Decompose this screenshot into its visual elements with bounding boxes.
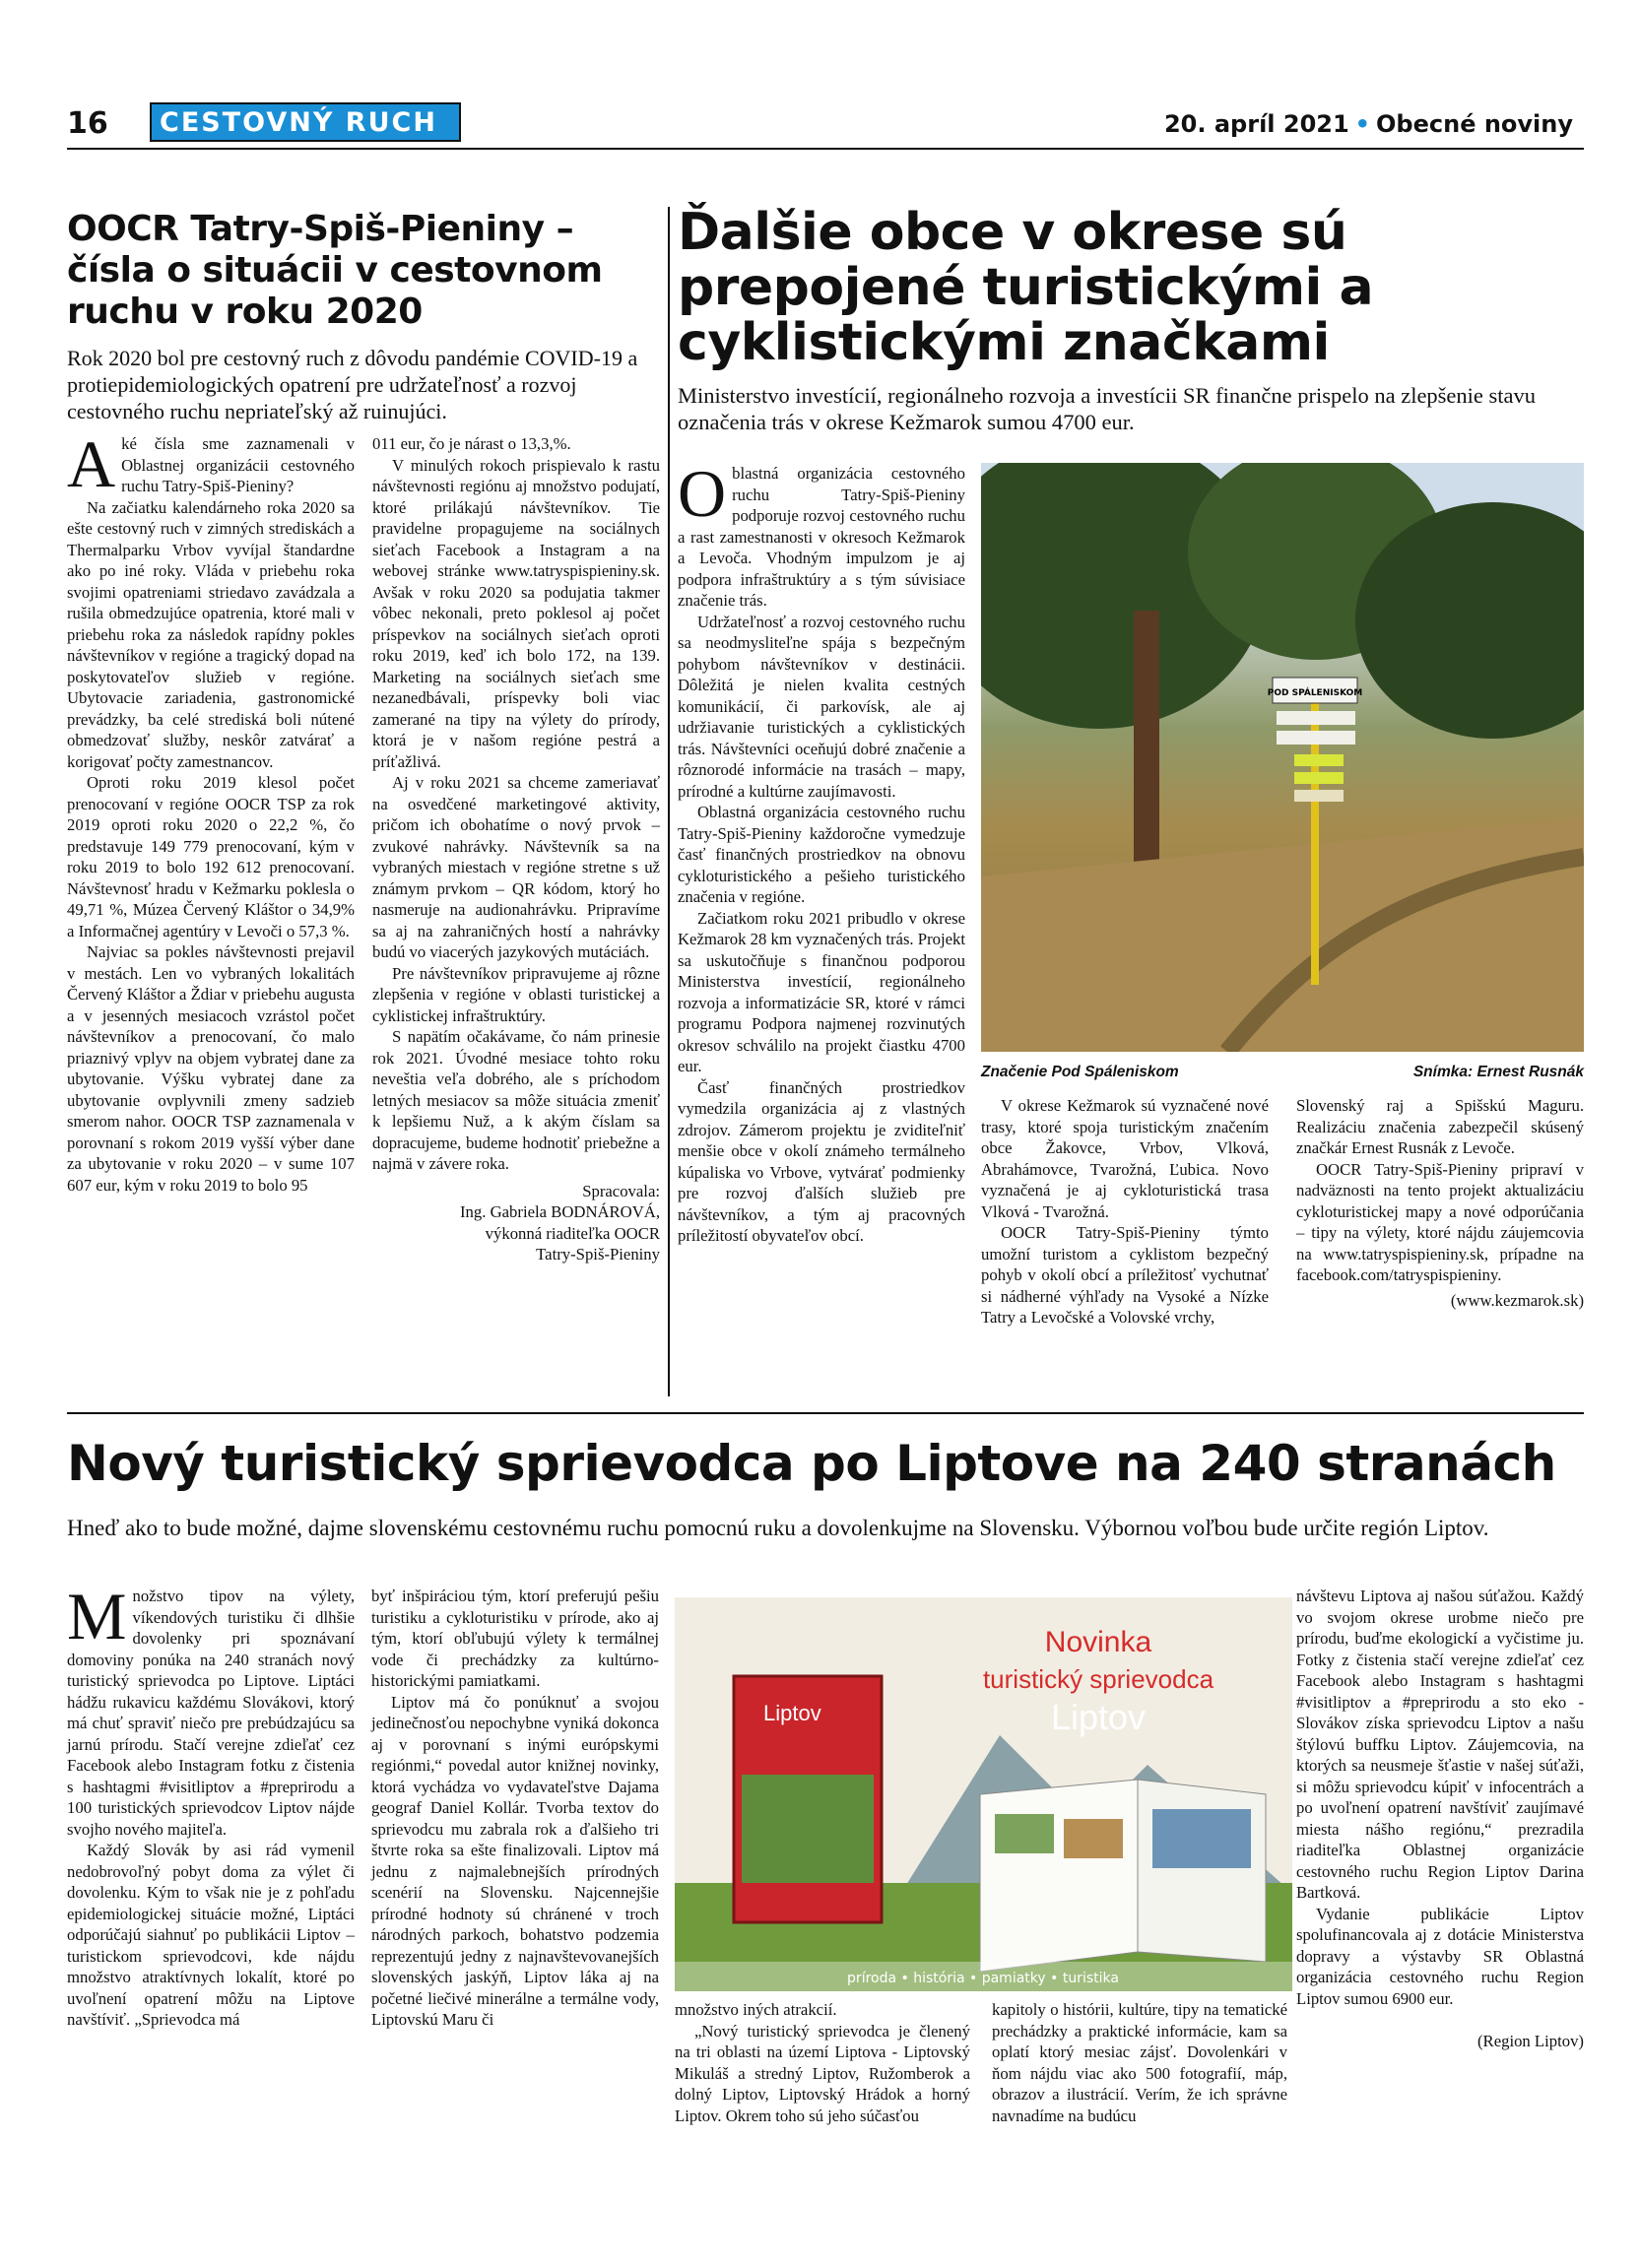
paragraph: OOCR Tatry-Spiš-Pieniny pripraví v nadväznosti na tento projekt aktualizáciu cykloturistickej mapy a nové odporúčania – tipy na výlety, ktoré nájdu záujemcovia na www.tatryspispieniny.sk, prípadne na facebook.com/tatryspispieniny. [1296,1159,1584,1284]
article3-col2 [371,1586,659,2031]
paragraph: návštevu Liptova aj našou súťažou. Každý vo svojom okrese urobme niečo pre prírodu, buďme ekologickí a vyčistime ju. Fotky z čistenia stačí verejne zdieľať cez Facebook alebo Instagram s hashtagmi #visitliptov a #preprirodu a sto eko - Slovákov získa sprievodcu Liptov a našu štýlovú buffku Liptov. Záujemcovia, na ktorých sa neusmeje šťastie v našej súťaži, si môžu sprievodcu kúpiť v infocentrách a po uvoľnení opatrení navštíviť zaujímavé miesta nášho regiónu,“ prezradila riaditeľka Oblastnej organizácie cestovného ruchu Region Liptov Darina Bartková. [1296,1587,1584,1902]
paragraph: ké čísla sme zaznamenali v Oblastnej organizácii cestovného ruchu Tatry-Spiš-Pieniny? [121,434,355,495]
paragraph: Oproti roku 2019 klesol počet prenocovaní v regióne OOCR TSP za rok 2019 oproti roku 2020 o 22,2 %, čo predstavuje 149 779 prenocovaní, kým v roku 2019 to bolo 192 612 prenocovaní. Návštevnosť hradu v Kežmarku poklesla o 49,71 %, Múzea Červený Kláštor o 34,9% a Informačnej agentúry v Levoči o 57,3 %. [67,773,355,940]
promo-title: Liptov [1050,1697,1147,1737]
signature-line: Tatry-Spiš-Pieniny [536,1245,660,1264]
article3-title: Nový turistický sprievodca po Liptove na 240 stranách [67,1435,1556,1492]
article2-col3 [1296,1095,1584,1311]
article1-title: OOCR Tatry-Spiš-Pieniny – čísla o situácii v cestovnom ruchu v roku 2020 [67,209,603,332]
paragraph: Vydanie publikácie Liptov spolufinancovala aj z dotácie Ministerstva dopravy a výstavby SR Oblastná organizácia cestovného ruchu Region Liptov sumou 6900 eur. [1296,1904,1584,2008]
paragraph: Oblastná organizácia cestovného ruchu Tatry-Spiš-Pieniny každoročne vymedzuje časť finančných prostriedkov na obnovu cykloturistického a pešieho turistického značenia v regióne. [678,803,965,906]
paragraph: OOCR Tatry-Spiš-Pieniny týmto umožní turistom a cyklistom bezpečný pohyb v okolí obcí a príležitosť vychutnať si nádherné výhľady na Vysoké a Nízke Tatry a Levočské a Volovské vrchy, [981,1223,1269,1327]
section-divider [67,1412,1584,1414]
paragraph: Aj v roku 2021 sa chceme zameriavať na osvedčené marketingové aktivity, pričom ich obohatíme o nový prvok – zvukové nahrávky. Návštevník sa na vybraných miestach v regióne stretne s už známym prvkom – QR kódom, ktorý ho nasmeruje na audionahrávku. Pripravíme sa aj na zahraničných hostí a nahrávky budú vo viacerých jazykových mutáciách. [372,773,660,961]
paragraph: V okrese Kežmarok sú vyznačené nové trasy, ktoré spoja turistickým značením obce Žakovce, Vrbov, Vlková, Abrahámovce, Tvarožná, Ľubica. Novo vyznačená je aj cykloturistická trasa Vlková - Tvarožná. [981,1096,1269,1221]
page-number: 16 [67,106,108,141]
dropcap: A [67,426,116,501]
signature-line: Ing. Gabriela BODNÁROVÁ, [460,1202,660,1221]
article2-col1 [678,456,965,1247]
paragraph: Udržateľnosť a rozvoj cestovného ruchu sa neodmysliteľne spája s bezpečným pohybom návštevníkov v destinácii. Dôležitá je nielen kvalita cestných komunikácií, či parkovísk, ale aj udržiavanie turistických a cyklistických trás. Návštevníci oceňujú dobré značenie a rôznorodé informácie na trasách – mapy, prírodné a kultúrne zaujímavosti. [678,612,965,801]
source: (Region Liptov) [1477,2032,1584,2050]
paragraph: Každý Slovák by asi rád vymenil nedobrovoľný pobyt doma za výlet či dovolenku. Kým to však nie je z pohľadu epidemiologickej situácie možné, Liptáci odporúčajú siahnuť po publikácii Liptov – turistickom sprievodcovi, kde nájdu množstvo atraktívnych lokalít, ktoré po uvoľnení opatrení môžu na Liptove navštíviť. „Sprievodca má [67,1841,355,2029]
issue-date: 20. apríl 2021 [1163,110,1349,138]
newspaper-name: Obecné noviny [1376,110,1573,138]
article2-col2 [981,1095,1269,1328]
signature-line: Spracovala: [582,1181,660,1200]
source: (www.kezmarok.sk) [1450,1290,1584,1310]
photo-illustration [981,463,1584,1052]
promo-illustration [675,1597,1292,1991]
paragraph: nožstvo tipov na výlety, víkendových turistiku či dlhšie dovolenky pri spoznávaní domoviny ponúka na 240 stranách nový turistický sprievodca po Liptove. Liptáci hádžu rukavicu každému Slovákovi, ktorý má chuť spraviť niečo pre prebúdzajúcu sa jarnú prírodu. Stačí verejne zdieľať cez Facebook alebo Instagram fotku z čistenia s hashtagmi #visitliptov a #preprirodu a 100 turistických sprievodcov Liptov nájde svojho nového majiteľa. [67,1587,355,1839]
article2-lede: Ministerstvo investícií, regionálneho rozvoja a investícii SR finančne prispelo na zlepšenie stavu označenia trás v okrese Kežmarok sumou 4700 eur. [678,383,1537,434]
header-rule [67,148,1584,150]
article3-col3 [675,1999,970,2126]
article1-lede: Rok 2020 bol pre cestovný ruch z dôvodu pandémie COVID-19 a protiepidemiologických opatrení pre udržateľnosť a rozvoj cestovného ruchu nepriateľský až ruinujúci. [67,346,638,423]
paragraph: S napätím očakávame, čo nám prinesie rok 2021. Úvodné mesiace tohto roku neveštia veľa dobrého, ale s príchodom letných mesiacov sa môže situácia zmeniť k lepšiemu Nuž, a k akým číslam sa dopracujeme, budeme hodnotiť priebežne a najmä v závere roka. [372,1027,660,1173]
section-label: CESTOVNÝ RUCH [150,102,461,142]
column-divider [668,207,670,1396]
article2-title: Ďalšie obce v okrese sú prepojené turistickými a cyklistickými značkami [678,203,1374,372]
paragraph: Začiatkom roku 2021 pribudlo v okrese Kežmarok 28 km vyznačených trás. Projekt sa uskutočňuje s finančnou podporou Ministerstva investícií, regionálneho rozvoja a informatizácie SR, ktoré v rámci programu Podpora najmenej rozvinutých okresov schválilo na projekt čiastku 4700 eur. [678,908,965,1075]
signature-line: výkonná riaditeľka OOCR [485,1223,660,1243]
article3-col1 [67,1579,355,2031]
paragraph: Liptov má čo ponúknuť a svojou jedinečnosťou nepochybne vyniká dokonca aj v porovnaní s inými európskymi regiónmi,“ povedal autor knižnej novinky, ktorá vychádza vo vydavateľstve Dajama geograf Daniel Kollár. Tvorba textov do sprievodcu mu zabrala rok a ďalšieho tri štvrte roka sa ešte finalizovali. Liptov má jednu z najmalebnejších prírodných scenérií na Slovensku. Najcennejšie prírodné hodnoty sú chránené v troch národných parkoch, bohatstvo podzemia reprezentujú jedny z najnavštevovanejších slovenských jaskýň, Liptov láka aj na početné liečivé minerálne a termálne vody, Liptovskú Maru či [371,1692,659,2029]
paragraph: byť inšpiráciou tým, ktorí preferujú pešiu turistiku a cykloturistiku v prírode, ako aj tým, ktorí obľubujú výlety k termálnej vode či prechádzky za kultúrno-historickými pamiatkami. [371,1587,659,1690]
paragraph: Časť finančných prostriedkov vymedzila organizácia aj z vlastných zdrojov. Zámerom projektu je zviditeľniť menšie obce v okolí známeho termálneho kúpaliska vo Vrbove, vytvárať podmienky pre rozvoj ďalších služieb pre návštevníkov, a tým aj pracovných príležitostí obyvateľov obcí. [678,1077,965,1245]
issue-info [1164,110,1573,138]
signature [372,1181,660,1265]
paragraph: 011 eur, čo je nárast o 13,3,%. [372,434,571,453]
promo-kicker: Novinka [1044,1626,1152,1658]
paragraph: kapitoly o histórii, kultúre, tipy na tematické prechádzky a praktické informácie, kam sa oplatí ktorý mesiac zájsť. Dovolenkári v ňom nájdu viac ako 500 fotografií, máp, obrazov a ilustrácií. Verím, že ich správne navnadíme na budúcu [992,2000,1287,2125]
paragraph: Na začiatku kalendárneho roka 2020 sa ešte cestovný ruch v zimných strediskách a Thermalparku Vrbov vyvíjal štandardne ako po iné roky. Vláda v priebehu roka svojimi opatreniami striedavo zavádzala a rušila obmedzujúce opatrenia, ktoré mali v priebehu roka za následok rapídny pokles návštevníkov v regióne a tragický dopad na poskytovateľov služieb v regióne. Ubytovacie zariadenia, gastronomické prevádzky, ba celé strediská boli nútené obmedzovať služby, neskôr zatvárať a korigovať počty zamestnancov. [67,497,355,771]
photo-credit: Snímka: Ernest Rusnák [1412,1064,1584,1080]
article1-col2 [372,433,660,1265]
separator-dot: • [1354,110,1371,138]
paragraph: Pre návštevníkov pripravujeme aj rôzne zlepšenia v regióne v oblasti turistickej a cyklistickej infraštruktúry. [372,963,660,1025]
guidebook-promo-image [675,1597,1292,1991]
paragraph: Slovenský raj a Spišskú Maguru. Realizáciu značenia zabezpečil skúsený značkár Ernest Rusnák z Levoče. [1296,1096,1584,1157]
promo-footer: príroda • história • pamiatky • turistika [847,1971,1119,1986]
paragraph: Najviac sa pokles návštevnosti prejavil v mestách. Len vo vybraných lokalitách Červený Kláštor a Ždiar v priebehu augusta a v jesenných mesiacoch vzrástol počet návštevníkov a prenocovaní, čo malo priaznivý vplyv na objem vybratej dane za ubytovanie. Výšku vybratej dane za ubytovanie ovplyvnili zmeny sadzieb smerom nahor. OOCR TSP zaznamenala v porovnaní s rokom 2019 vyšší výber dane za ubytovanie v roku 2020 – v sume 107 607 eur, kým v roku 2019 to bolo 95 [67,942,355,1195]
paragraph: množstvo iných atrakcií. [675,2000,837,2019]
sign-label: POD SPÁLENISKOM [1267,688,1363,698]
book-cover-title: Liptov [763,1701,821,1725]
dropcap: O [678,456,727,531]
trail-sign-photo [981,463,1584,1052]
paragraph: „Nový turistický sprievodca je členený na tri oblasti na území Liptova - Liptovský Mikuláš a stredný Liptov, Ružomberok a dolný Liptov, Liptovský Hrádok a horný Liptov. Okrem toho sú jeho súčasťou [675,2021,970,2125]
photo-caption: Značenie Pod Spáleniskom [981,1064,1179,1080]
paragraph: V minulých rokoch prispievalo k rastu návštevnosti regiónu aj množstvo podujatí, ktoré prilákajú návštevníkov. Tie pravidelne propagujeme na sociálnych sieťach Facebook a Instagram a na webovej stránke www.tatryspispieniny.sk. Avšak v roku 2020 sa podujatia takmer vôbec nekonali, preto poklesol aj počet príspevkov na sociálnych sieťach oproti roku 2019, keď ich bolo 172, na 139. Marketing na sociálnych sieťach sme nezanedbávali, príspevky boli viac zamerané na tipy na výlety do prírody, ktorá je v našom regióne pestrá a príťažlivá. [372,455,660,771]
paragraph: blastná organizácia cestovného ruchu Tatry-Spiš-Pieniny podporuje rozvoj cestovného ruchu a rast zamestnanosti v okresoch Kežmarok a Levoča. Vhodným impulzom je aj podpora infraštruktúry a s tým súvisiace značenie trás. [678,464,965,610]
article1-col1 [67,426,355,1196]
article3-col5 [1296,1586,1584,2052]
promo-subtitle: turistický sprievodca [982,1664,1214,1694]
dropcap: M [67,1579,127,1653]
article3-col4 [992,1999,1287,2126]
article3-lede: Hneď ako to bude možné, dajme slovenskému cestovnému ruchu pomocnú ruku a dovolenkujme na Slovensku. Výbornou voľbou bude určite región Liptov. [67,1516,1489,1540]
